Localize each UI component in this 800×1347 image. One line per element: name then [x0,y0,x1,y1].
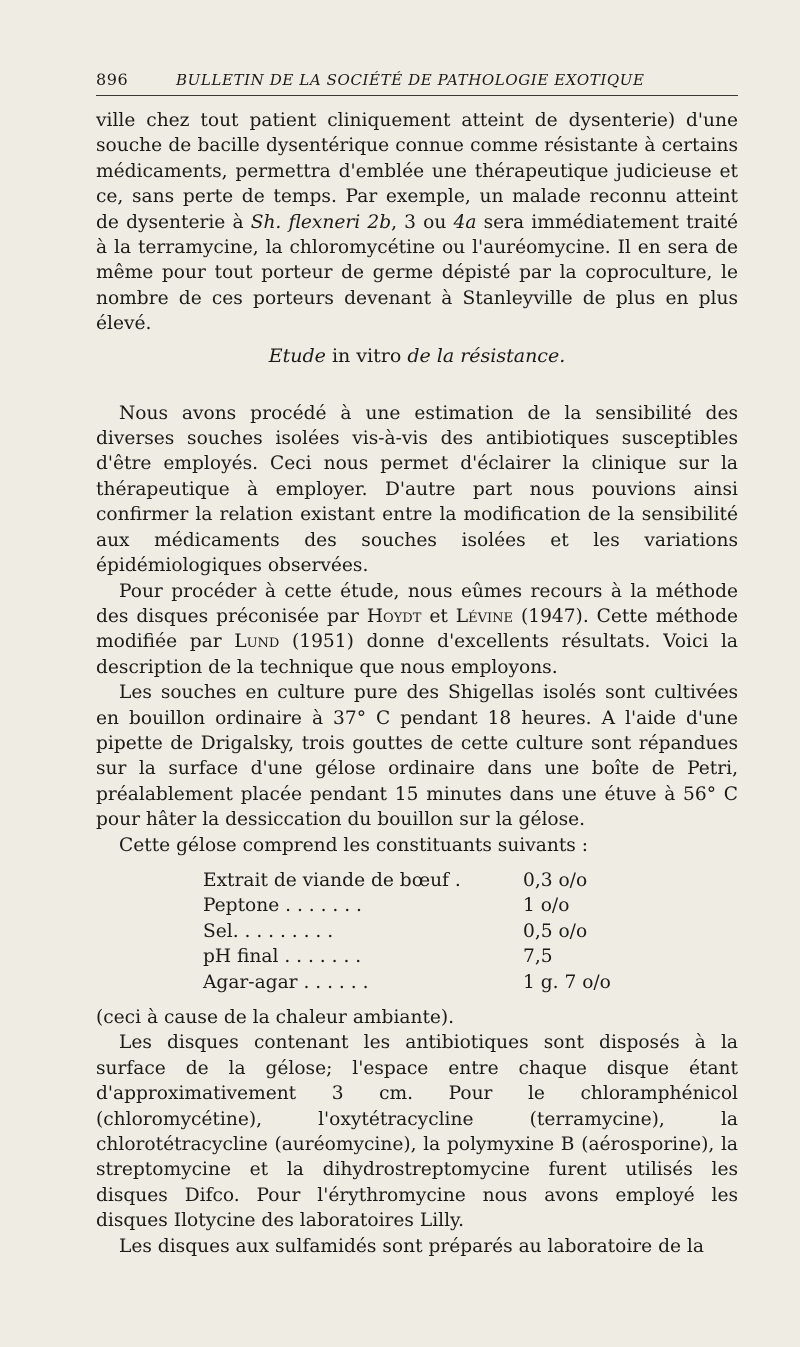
page-number: 896 [96,70,129,89]
author-hoydt: Hoydt [366,605,422,627]
paragraph-6: (ceci à cause de la chaleur ambiante). [96,1007,455,1028]
table-row: Peptone . . . . . . . 1 o/o [203,895,570,917]
table-row: Sel. . . . . . . . . 0,5 o/o [203,920,588,942]
table-row: pH final . . . . . . . 7,5 [203,946,553,968]
table-row: Agar-agar . . . . . . 1 g. 7 o/o [203,971,611,993]
author-levine: Lévine [455,605,514,627]
paragraph-7: Les disques contenant les antibiotiques sont disposés à la surface de la gélose; l'espace entre chaque disque étant d'approximativement 3 cm. Pour le chloramphénicol (chloromycétine), l'oxytétracycline (terramycine), la chlorotétracycline (auréomycine), la polymyxine B (aérosporine), la streptomycine et la dihydrostreptomycine furent utilisés les disques Difco. Pour l'érythromycine nous avons employé les disques Ilotycine des laboratoires Lilly. [96,1032,738,1232]
paragraph-2: Nous avons procédé à une estimation de la sensibilité des diverses souches isolées vis-à-vis des antibiotiques susceptibles d'être employés. Ceci nous permet d'éclairer la clinique sur la thérapeutique à employer. D'autre part nous pouvions ainsi confirmer la relation existant entre la modification de la sensibilité aux médicaments des souches isolées et les variations épidémiologiques observées. [96,402,738,577]
strain-name: 4a [453,211,477,233]
paragraph-1: ville chez tout patient cliniquement atteint de dysenterie) d'une souche de bacille dysentérique connue comme résistante à certains médicaments, permettra d'emblée une thérapeutique judicieuse et ce, sans perte de temps. Par exemple, un malade reconnu atteint de dysenterie à Sh. flexneri 2b, 3 ou 4a sera immédiatement traité à la terramycine, la chloromycétine ou l'auréomycine. Il en sera de même pour tout porteur de germe dépisté par la coproculture, le nombre de ces porteurs devenant à Stanleyville de plus en plus élevé. [96,110,738,335]
paragraph-5: Cette gélose comprend les constituants suivants : [119,834,589,856]
species-name: Sh. flexneri 2b [250,211,392,233]
section-heading: Etude in vitro de la résistance. [268,344,566,367]
paragraph-8: Les disques aux sulfamidés sont préparés au laboratoire de la [119,1235,704,1257]
paragraph-4: Les souches en culture pure des Shigellas isolés sont cultivées en bouillon ordinaire à 37° C pendant 18 heures. A l'aide d'une pipette de Drigalsky, trois gouttes de cette culture sont répandues sur la surface d'une gélose ordinaire dans une boîte de Petri, préalablement placée pendant 15 minutes dans une étuve à 56° C pour hâter la dessiccation du bouillon sur la gélose. [96,682,738,831]
author-lund: Lund [234,631,280,653]
running-title: BULLETIN DE LA SOCIÉTÉ DE PATHOLOGIE EXOTIQUE [176,71,645,89]
paragraph-3: Pour procéder à cette étude, nous eûmes recours à la méthode des disques préconisée par Hoydt et Lévine (1947). Cette méthode modifiée par Lund (1951) donne d'excellents résultats. Voici la description de la technique que nous employons. [96,580,738,678]
page [96,70,738,1259]
running-header [96,70,738,96]
constituents-table [203,868,611,995]
table-row: Extrait de viande de bœuf . 0,3 o/o [203,869,588,891]
